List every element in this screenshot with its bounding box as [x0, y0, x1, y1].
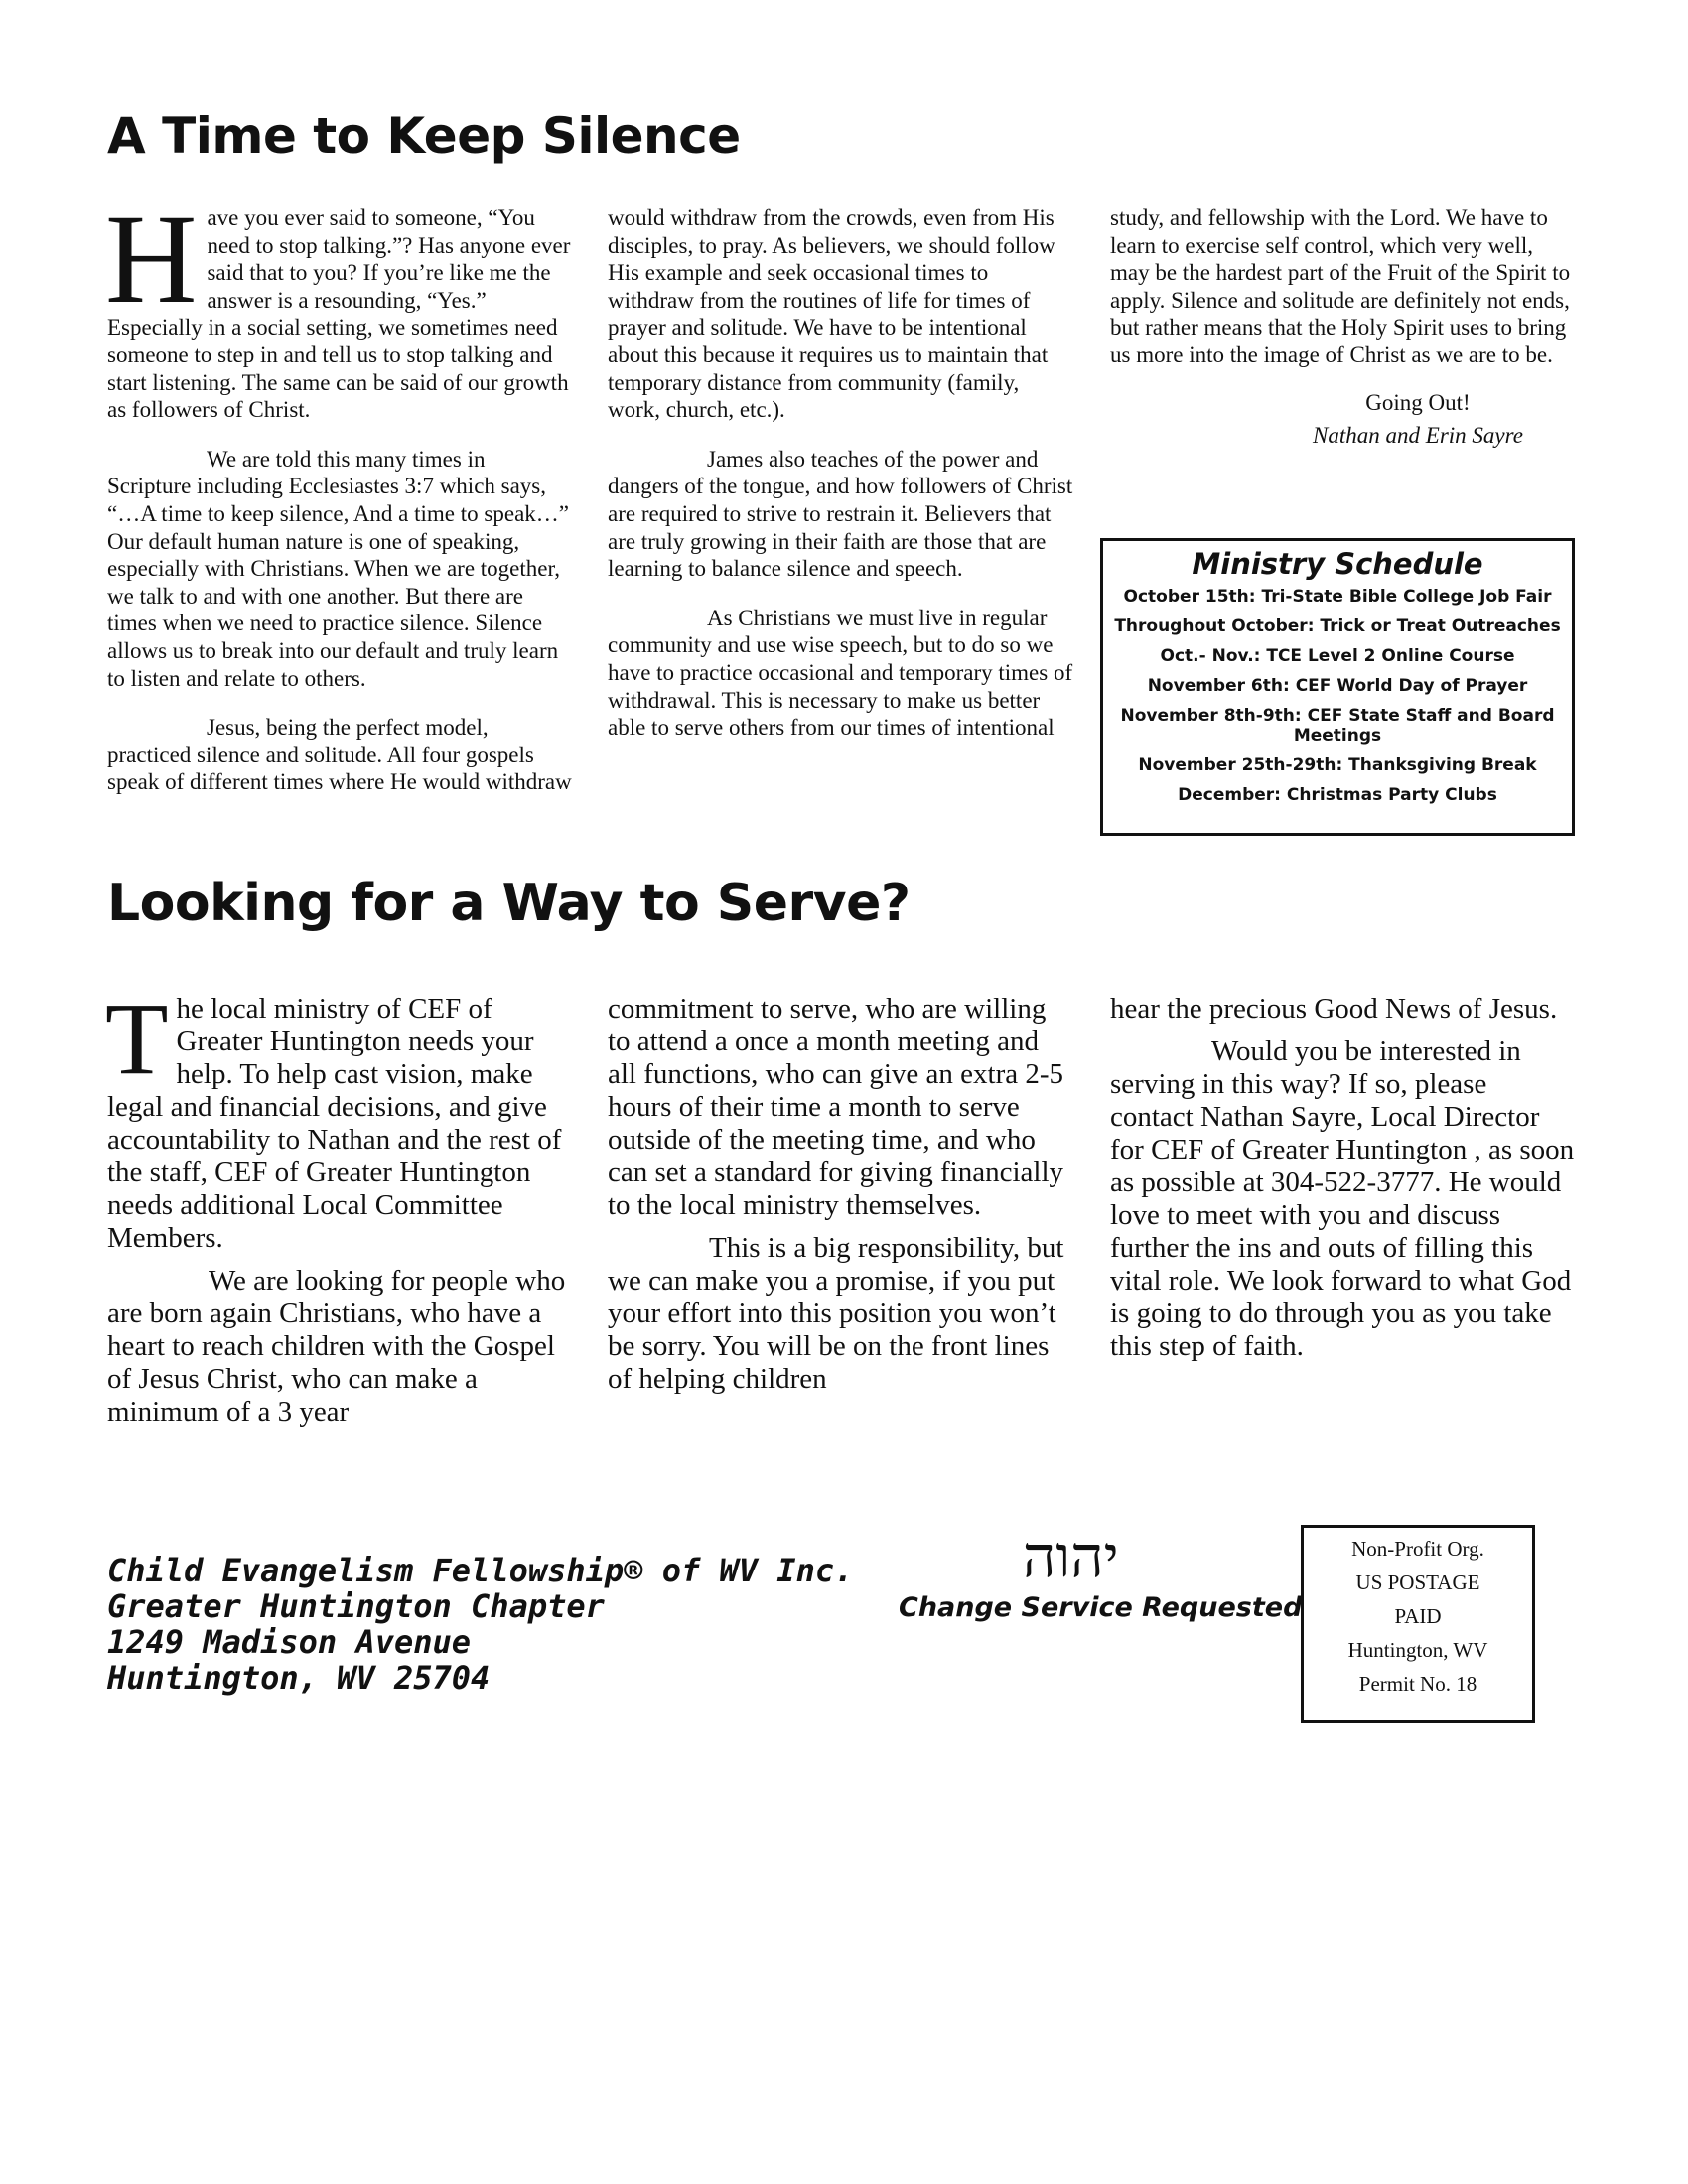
address-line: Child Evangelism Fellowship® of WV Inc.: [107, 1552, 854, 1589]
address-line: Huntington, WV 25704: [107, 1659, 491, 1697]
signature: Nathan and Erin Sayre: [1313, 423, 1523, 449]
article-title-silence: A Time to Keep Silence: [107, 107, 741, 165]
postage-line: Non-Profit Org.: [1351, 1537, 1484, 1561]
article1-paragraph: James also teaches of the power and dangers of the tongue, and how followers of Christ are required to strive to restrain it. Believers that are truly growing in their faith are those that are learning to balance silence and speech.: [608, 446, 1073, 582]
article1-paragraph: Jesus, being the perfect model, practiced silence and solitude. All four gospels speak of different times where He would withdraw: [107, 715, 572, 795]
article1-paragraph: As Christians we must live in regular community and use wise speech, but to do so we have to practice occasional and temporary times of withdrawal. This is necessary to make us better able to serve others from our times of intentional: [608, 605, 1073, 741]
postage-line: Permit No. 18: [1358, 1672, 1477, 1696]
article2-paragraph-continued: hear the precious Good News of Jesus.: [1110, 993, 1558, 1024]
article2-paragraph: We are looking for people who are born again Christians, who have a heart to reach children with the Gospel of Jesus Christ, who can make a minimum of a 3 year: [107, 1265, 566, 1428]
schedule-item: December: Christmas Party Clubs: [1178, 785, 1497, 805]
article1-paragraph: We are told this many times in Scripture including Ecclesiastes 3:7 which says, “…A time to keep silence, And a time to speak…” Our default human nature is one of speaking, especially with Christians. When we are together, we talk to and with one another. But there are times when we need to practice silence. Silence allows us to break into our default and truly learn to listen and relate to others.: [107, 446, 569, 691]
schedule-item: Throughout October: Trick or Treat Outreaches: [1114, 616, 1561, 636]
return-address: [107, 1553, 853, 1696]
article1-paragraph-continued: study, and fellowship with the Lord. We have to learn to exercise self control, which very well, may be the hardest part of the Fruit of the Spirit to apply. Silence and solitude are definitely not ends, but rather means that the Holy Spirit uses to bring us more into the image of Christ as we are to be.: [1110, 205, 1571, 367]
drop-cap: H: [105, 189, 198, 330]
schedule-item: Oct.- Nov.: TCE Level 2 Online Course: [1160, 646, 1515, 666]
hebrew-name: יהוה: [1023, 1523, 1119, 1590]
article1-paragraph-continued: would withdraw from the crowds, even from His disciples, to pray. As believers, we should follow His example and seek occasional times to withdraw from the routines of life for times of prayer and solitude. We have to be intentional about this because it requires us to maintain that temporary distance from community (family, work, church, etc.).: [608, 205, 1055, 423]
schedule-list: [1103, 587, 1572, 805]
address-line: Greater Huntington Chapter: [107, 1587, 605, 1625]
article2-paragraph: The local ministry of CEF of Greater Huntington needs your help. To help cast vision, make legal and financial decisions, and give accountability to Nathan and the rest of the staff, CEF of Greater Huntington needs additional Local Committee Members.: [105, 982, 562, 1254]
postage-line: PAID: [1394, 1604, 1442, 1628]
article2-column-2: [608, 993, 1074, 1396]
postage-indicia-box: [1301, 1525, 1535, 1723]
article1-column-3: [1110, 205, 1577, 450]
article1-column-2: [608, 205, 1074, 742]
drop-cap: T: [105, 982, 169, 1096]
postage-line: Huntington, WV: [1347, 1638, 1488, 1662]
schedule-title: Ministry Schedule: [1192, 547, 1483, 581]
change-service-requested: Change Service Requested: [899, 1592, 1303, 1623]
article2-paragraph-continued: commitment to serve, who are willing to attend a once a month meeting and all functions, who can give an extra 2-5 hours of their time a month to serve outside of the meeting time, and who can set a standard for giving financially to the local ministry themselves.: [608, 993, 1064, 1221]
article2-paragraph: This is a big responsibility, but we can make you a promise, if you put your effort into this position you won’t be sorry. You will be on the front lines of helping children: [608, 1232, 1064, 1395]
article1-paragraph: Have you ever said to someone, “You need to stop talking.”? Has anyone ever said that to you? If you’re like me the answer is a resounding, “Yes.” Especially in a social setting, we sometimes need someone to step in and tell us to stop talking and start listening. The same can be said of our growth as followers of Christ.: [105, 189, 571, 423]
article-title-serve: Looking for a Way to Serve?: [107, 874, 911, 933]
schedule-item: October 15th: Tri-State Bible College Job Fair: [1123, 587, 1552, 607]
postage-line: US POSTAGE: [1355, 1570, 1480, 1594]
article2-column-1: [105, 982, 574, 1429]
ministry-schedule-box: [1100, 538, 1575, 836]
article2-paragraph: Would you be interested in serving in this way? If so, please contact Nathan Sayre, Local Director for CEF of Greater Huntington , as soon as possible at 304-522-3777. He would love to meet with you and discuss further the ins and outs of filling this vital role. We look forward to what God is going to do through you as you take this step of faith.: [1110, 1035, 1575, 1362]
address-line: 1249 Madison Avenue: [107, 1623, 472, 1661]
schedule-item: November 6th: CEF World Day of Prayer: [1147, 676, 1528, 696]
article2-column-3: [1110, 993, 1577, 1363]
schedule-item: November 25th-29th: Thanksgiving Break: [1138, 755, 1537, 775]
schedule-item: November 8th-9th: CEF State Staff and Board Meetings: [1120, 706, 1555, 746]
signoff: Going Out!: [1365, 389, 1471, 415]
article1-column-1: [105, 189, 574, 796]
